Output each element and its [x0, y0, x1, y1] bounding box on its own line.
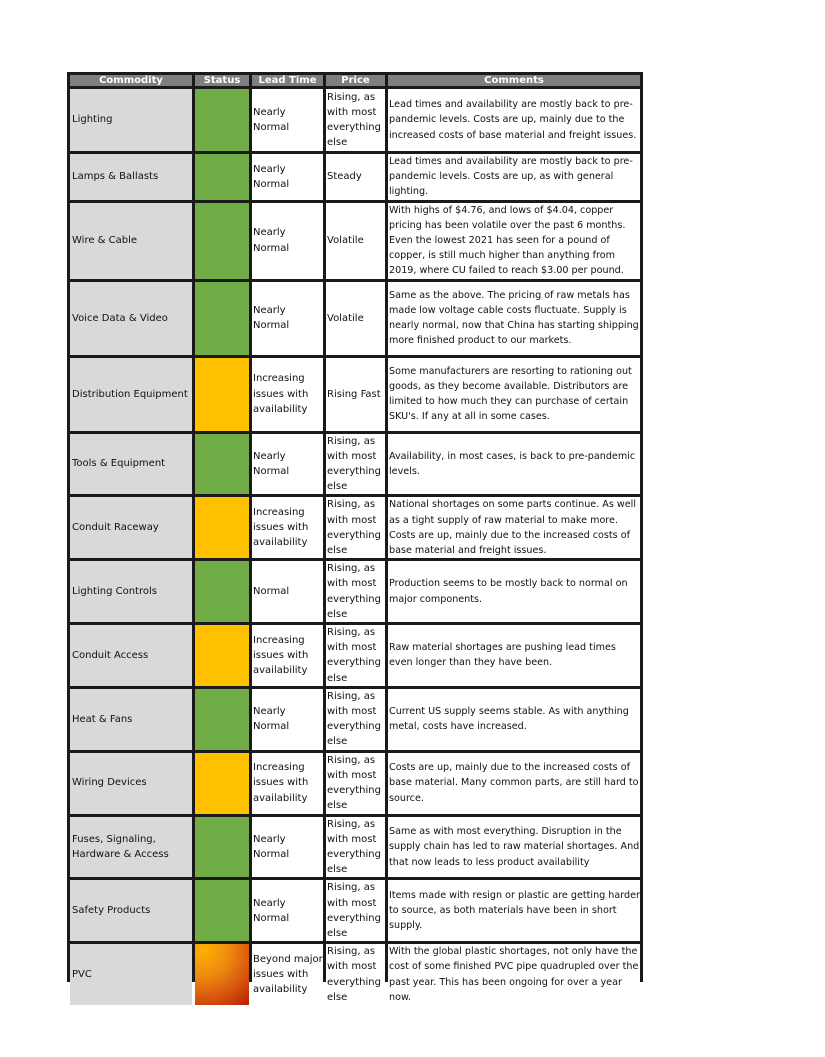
- commodity-cell: PVC: [70, 944, 192, 1005]
- price-cell: Rising, as with most everything else: [326, 944, 385, 1005]
- price-cell: Rising, as with most everything else: [326, 817, 385, 878]
- table-row: [70, 944, 640, 1005]
- commodity-cell: Lamps & Ballasts: [70, 154, 192, 200]
- status-indicator: [195, 282, 249, 355]
- price-cell: Rising, as with most everything else: [326, 625, 385, 686]
- lead-time-cell: Nearly Normal: [252, 154, 323, 200]
- price-cell: Rising, as with most everything else: [326, 880, 385, 941]
- price-cell: Volatile: [326, 282, 385, 355]
- price-cell: Rising, as with most everything else: [326, 753, 385, 814]
- lead-time-cell: Increasing issues with availability: [252, 625, 323, 686]
- commodity-cell: Lighting Controls: [70, 561, 192, 622]
- price-cell: Rising, as with most everything else: [326, 497, 385, 558]
- status-indicator: [195, 154, 249, 200]
- table-row: [70, 497, 640, 558]
- comments-cell: Availability, in most cases, is back to pre-pandemic levels.: [388, 434, 640, 495]
- table-row: [70, 880, 640, 941]
- lead-time-cell: Beyond major issues with availability: [252, 944, 323, 1005]
- status-indicator: [195, 434, 249, 495]
- price-cell: Rising, as with most everything else: [326, 89, 385, 151]
- commodity-cell: Conduit Raceway: [70, 497, 192, 558]
- comments-cell: Items made with resign or plastic are getting harder to source, as both materials have been in short supply.: [388, 880, 640, 941]
- lead-time-cell: Nearly Normal: [252, 880, 323, 941]
- table-row: [70, 561, 640, 622]
- lead-time-cell: Nearly Normal: [252, 434, 323, 495]
- price-cell: Rising, as with most everything else: [326, 689, 385, 750]
- comments-cell: Raw material shortages are pushing lead times even longer than they have been.: [388, 625, 640, 686]
- comments-cell: Current US supply seems stable. As with anything metal, costs have increased.: [388, 689, 640, 750]
- commodity-cell: Heat & Fans: [70, 689, 192, 750]
- status-indicator: [195, 203, 249, 279]
- status-indicator: [195, 358, 249, 431]
- commodity-cell: Lighting: [70, 89, 192, 151]
- header-lead-time: Lead Time: [252, 75, 323, 86]
- commodity-cell: Fuses, Signaling, Hardware & Access: [70, 817, 192, 878]
- status-indicator: [195, 944, 249, 1005]
- price-cell: Volatile: [326, 203, 385, 279]
- price-cell: Steady: [326, 154, 385, 200]
- status-indicator: [195, 689, 249, 750]
- table-row: [70, 154, 640, 200]
- commodity-cell: Distribution Equipment: [70, 358, 192, 431]
- price-cell: Rising Fast: [326, 358, 385, 431]
- status-indicator: [195, 753, 249, 814]
- commodity-cell: Wiring Devices: [70, 753, 192, 814]
- lead-time-cell: Nearly Normal: [252, 817, 323, 878]
- table-row: [70, 625, 640, 686]
- commodity-cell: Tools & Equipment: [70, 434, 192, 495]
- commodity-status-table-frame: [67, 72, 643, 1003]
- price-cell: Rising, as with most everything else: [326, 434, 385, 495]
- lead-time-cell: Nearly Normal: [252, 89, 323, 151]
- comments-cell: Production seems to be mostly back to normal on major components.: [388, 561, 640, 622]
- table-row: [70, 817, 640, 878]
- table-row: [70, 89, 640, 151]
- header-comments: Comments: [388, 75, 640, 86]
- lead-time-cell: Increasing issues with availability: [252, 358, 323, 431]
- header-commodity: Commodity: [70, 75, 192, 86]
- comments-cell: Lead times and availability are mostly back to pre-pandemic levels. Costs are up, as with general lighting.: [388, 154, 640, 200]
- status-indicator: [195, 625, 249, 686]
- lead-time-cell: Increasing issues with availability: [252, 497, 323, 558]
- comments-cell: Same as the above. The pricing of raw metals has made low voltage cable costs fluctuate. Supply is nearly normal, now that China has starting shipping more finished product to our markets.: [388, 282, 640, 355]
- comments-cell: Same as with most everything. Disruption in the supply chain has led to raw material shortages. And that now leads to less product availability: [388, 817, 640, 878]
- status-indicator: [195, 880, 249, 941]
- table-row: [70, 203, 640, 279]
- comments-cell: National shortages on some parts continue. As well as a tight supply of raw material to make more. Costs are up, mainly due to the increased costs of base material and freight issues.: [388, 497, 640, 558]
- commodity-status-table: [67, 72, 643, 1008]
- comments-cell: Some manufacturers are resorting to rationing out goods, as they become available. Distributors are limited to how much they can purchase of certain SKU's. If any at all in some cases.: [388, 358, 640, 431]
- price-cell: Rising, as with most everything else: [326, 561, 385, 622]
- status-indicator: [195, 497, 249, 558]
- header-price: Price: [326, 75, 385, 86]
- comments-cell: With the global plastic shortages, not only have the cost of some finished PVC pipe quadrupled over the past year. This has been ongoing for over a year now.: [388, 944, 640, 1005]
- lead-time-cell: Nearly Normal: [252, 203, 323, 279]
- table-row: [70, 358, 640, 431]
- lead-time-cell: Increasing issues with availability: [252, 753, 323, 814]
- table-row: [70, 434, 640, 495]
- lead-time-cell: Nearly Normal: [252, 282, 323, 355]
- table-row: [70, 282, 640, 355]
- comments-cell: Costs are up, mainly due to the increased costs of base material. Many common parts, are still hard to source.: [388, 753, 640, 814]
- table-row: [70, 689, 640, 750]
- status-indicator: [195, 89, 249, 151]
- lead-time-cell: Nearly Normal: [252, 689, 323, 750]
- status-indicator: [195, 817, 249, 878]
- commodity-cell: Safety Products: [70, 880, 192, 941]
- comments-cell: With highs of $4.76, and lows of $4.04, copper pricing has been volatile over the past 6 months. Even the lowest 2021 has seen for a pound of copper, is still much higher than anything from 2019, where CU failed to reach $3.00 per pound.: [388, 203, 640, 279]
- lead-time-cell: Normal: [252, 561, 323, 622]
- header-status: Status: [195, 75, 249, 86]
- header-row: [70, 75, 640, 86]
- commodity-cell: Conduit Access: [70, 625, 192, 686]
- comments-cell: Lead times and availability are mostly back to pre-pandemic levels. Costs are up, mainly due to the increased costs of base material and freight issues.: [388, 89, 640, 151]
- commodity-cell: Voice Data & Video: [70, 282, 192, 355]
- commodity-cell: Wire & Cable: [70, 203, 192, 279]
- status-indicator: [195, 561, 249, 622]
- table-row: [70, 753, 640, 814]
